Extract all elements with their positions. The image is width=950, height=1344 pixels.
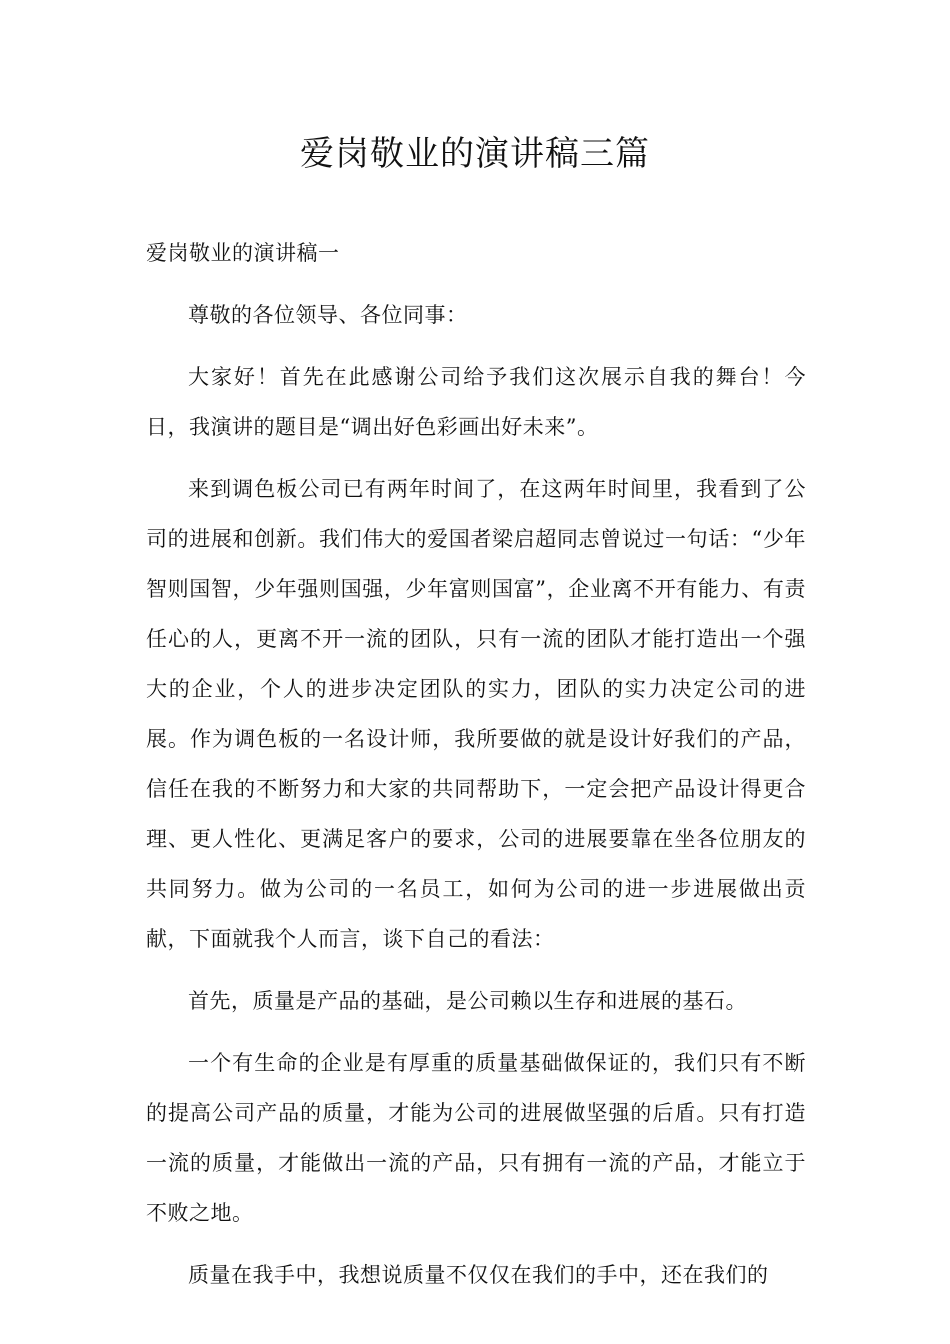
document-title: 爱岗敬业的演讲稿三篇 (300, 134, 650, 174)
body-paragraph: 大家好！首先在此感谢公司给予我们这次展示自我的舞台！今日，我演讲的题目是“调出好色彩画出好未来”。 (146, 365, 806, 439)
body-paragraph: 质量在我手中，我想说质量不仅仅在我们的手中，还在我们的 (188, 1263, 769, 1287)
salutation-paragraph: 尊敬的各位领导、各位同事： (188, 303, 468, 327)
section-heading: 爱岗敬业的演讲稿一 (146, 241, 340, 265)
body-paragraph: 来到调色板公司已有两年时间了，在这两年时间里，我看到了公司的进展和创新。我们伟大的爱国者梁启超同志曾说过一句话：“少年智则国智，少年强则国强，少年富则国富”，企业离不开有能力、有责任心的人，更离不开一流的团队，只有一流的团队才能打造出一个强大的企业，个人的进步决定团队的实力，团队的实力决定公司的进展。作为调色板的一名设计师，我所要做的就是设计好我们的产品，信任在我的不断努力和大家的共同帮助下，一定会把产品设计得更合理、更人性化、更满足客户的要求，公司的进展要靠在坐各位朋友的共同努力。做为公司的一名员工，如何为公司的进一步进展做出贡献，下面就我个人而言，谈下自己的看法： (146, 477, 806, 951)
document-body (146, 228, 806, 1312)
body-paragraph: 一个有生命的企业是有厚重的质量基础做保证的，我们只有不断的提高公司产品的质量，才能为公司的进展做坚强的后盾。只有打造一流的质量，才能做出一流的产品，只有拥有一流的产品，才能立于不败之地。 (146, 1051, 806, 1225)
body-paragraph: 首先，质量是产品的基础，是公司赖以生存和进展的基石。 (188, 989, 747, 1013)
